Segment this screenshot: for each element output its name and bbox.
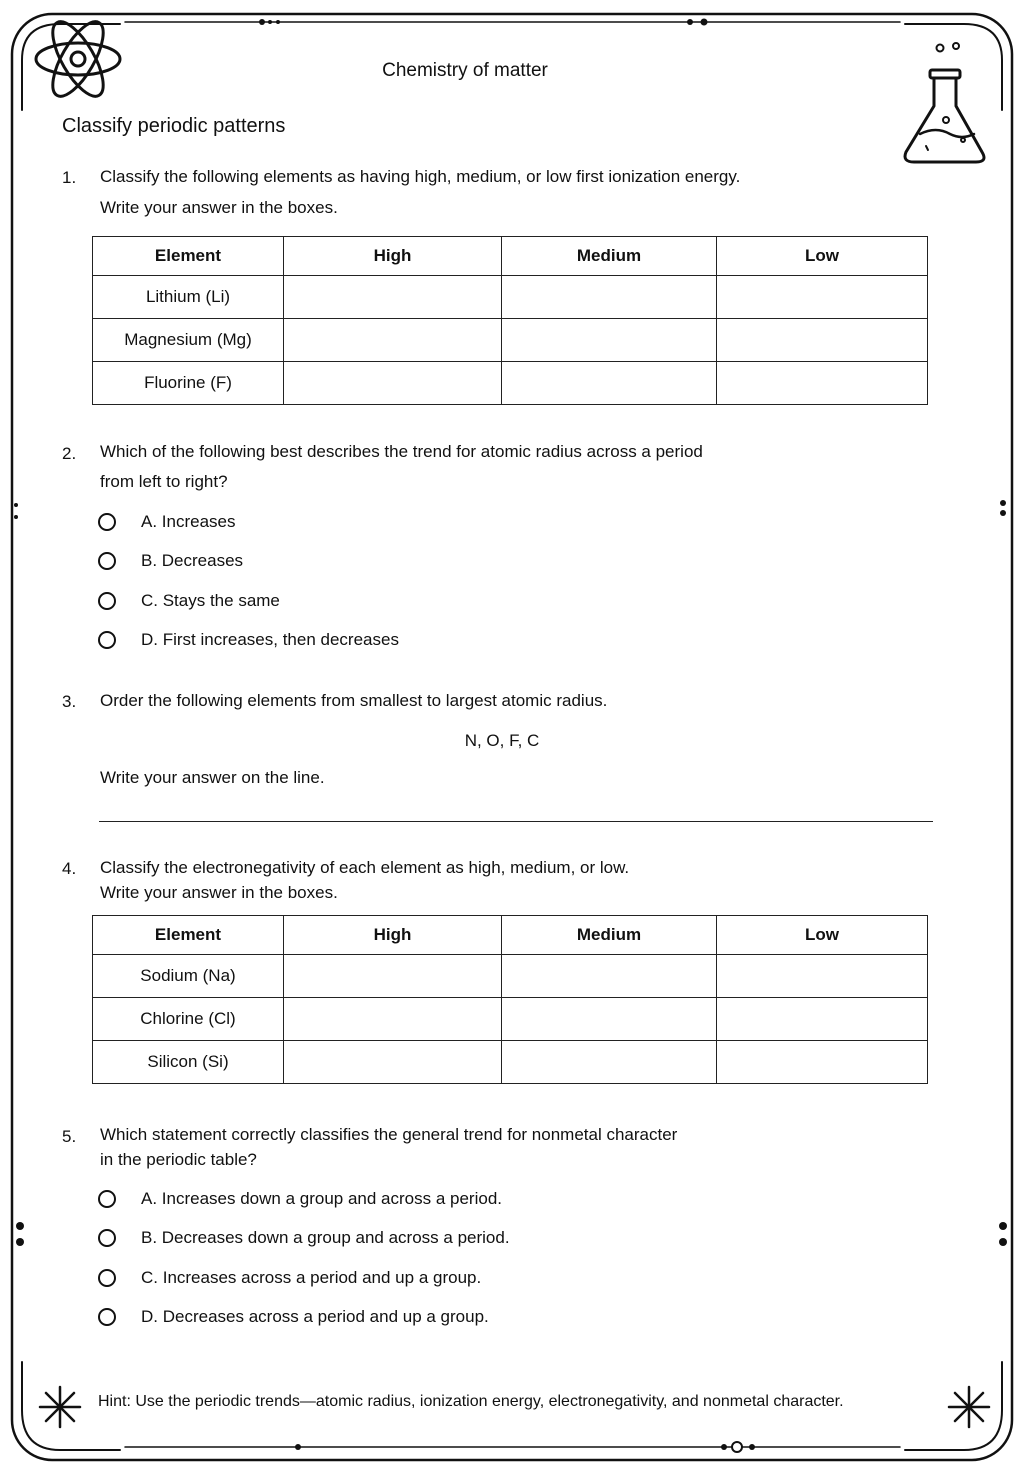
question-4-text: Classify the electronegativity of each element as high, medium, or low. <box>100 858 630 877</box>
subject-heading: Chemistry of matter <box>382 60 548 81</box>
answer-box-high[interactable] <box>284 998 502 1041</box>
question-5-option-b[interactable] <box>98 1226 510 1250</box>
atom-icon <box>32 12 124 106</box>
option-label: C. Increases across a period and up a group. <box>141 1268 482 1287</box>
answer-box-low[interactable] <box>717 955 928 998</box>
question-1-number: 1. <box>62 168 77 187</box>
question-2-text-cont: from left to right? <box>100 472 228 491</box>
option-label: A. Increases <box>141 512 236 531</box>
table-row <box>93 276 928 319</box>
radio-button[interactable] <box>98 631 116 649</box>
worksheet-title: Classify periodic patterns <box>62 115 286 137</box>
column-header-low: Low <box>717 237 928 276</box>
question-5-number: 5. <box>62 1127 77 1146</box>
question-2-option-b[interactable] <box>98 549 243 573</box>
option-label: D. First increases, then decreases <box>141 630 399 649</box>
option-label: D. Decreases across a period and up a group. <box>141 1307 489 1326</box>
question-1-text: Classify the following elements as having high, medium, or low first ionization energy. <box>100 167 741 186</box>
question-2-option-d[interactable] <box>98 628 399 652</box>
answer-box-high[interactable] <box>284 319 502 362</box>
option-label: A. Increases down a group and across a period. <box>141 1189 502 1208</box>
asterisk-icon <box>947 1385 991 1429</box>
column-header-medium: Medium <box>502 916 717 955</box>
answer-box-high[interactable] <box>284 276 502 319</box>
question-2-number: 2. <box>62 444 77 463</box>
element-cell: Lithium (Li) <box>93 276 284 319</box>
question-5-option-d[interactable] <box>98 1305 489 1329</box>
radio-button[interactable] <box>98 552 116 570</box>
question-4-number: 4. <box>62 859 77 878</box>
table-row <box>93 1041 928 1084</box>
column-header-low: Low <box>717 916 928 955</box>
table-header-row <box>93 916 928 955</box>
answer-box-low[interactable] <box>717 998 928 1041</box>
question-1-instruction: Write your answer in the boxes. <box>100 198 338 217</box>
answer-box-high[interactable] <box>284 955 502 998</box>
question-3-instruction: Write your answer on the line. <box>100 768 325 787</box>
element-cell: Silicon (Si) <box>93 1041 284 1084</box>
answer-box-medium[interactable] <box>502 362 717 405</box>
element-cell: Chlorine (Cl) <box>93 998 284 1041</box>
radio-button[interactable] <box>98 1190 116 1208</box>
radio-button[interactable] <box>98 1308 116 1326</box>
radio-button[interactable] <box>98 1229 116 1247</box>
table-row <box>93 362 928 405</box>
hint-text: Hint: Use the periodic trends—atomic radius, ionization energy, electronegativity, and nonmetal character. <box>98 1393 844 1410</box>
column-header-medium: Medium <box>502 237 717 276</box>
column-header-high: High <box>284 237 502 276</box>
asterisk-icon <box>38 1385 82 1429</box>
column-header-high: High <box>284 916 502 955</box>
answer-box-high[interactable] <box>284 362 502 405</box>
answer-box-medium[interactable] <box>502 1041 717 1084</box>
question-4-instruction: Write your answer in the boxes. <box>100 883 338 902</box>
answer-box-medium[interactable] <box>502 955 717 998</box>
question-5-text-cont: in the periodic table? <box>100 1150 257 1169</box>
column-header-element: Element <box>93 237 284 276</box>
column-header-element: Element <box>93 916 284 955</box>
radio-button[interactable] <box>98 592 116 610</box>
answer-box-medium[interactable] <box>502 319 717 362</box>
question-2-text: Which of the following best describes the trend for atomic radius across a period <box>100 442 703 461</box>
question-3-text: Order the following elements from smallest to largest atomic radius. <box>100 691 608 710</box>
option-label: B. Decreases <box>141 551 244 570</box>
option-label: C. Stays the same <box>141 591 280 610</box>
answer-line[interactable] <box>99 821 933 822</box>
question-5-text: Which statement correctly classifies the general trend for nonmetal character <box>100 1125 678 1144</box>
answer-box-low[interactable] <box>717 1041 928 1084</box>
element-cell: Sodium (Na) <box>93 955 284 998</box>
table-row <box>93 998 928 1041</box>
option-label: B. Decreases down a group and across a period. <box>141 1228 510 1247</box>
answer-box-low[interactable] <box>717 319 928 362</box>
answer-box-medium[interactable] <box>502 276 717 319</box>
table-row <box>93 319 928 362</box>
question-3-number: 3. <box>62 692 77 711</box>
electronegativity-table <box>92 915 928 1084</box>
ionization-energy-table <box>92 236 928 405</box>
question-2-option-c[interactable] <box>98 589 280 613</box>
radio-button[interactable] <box>98 513 116 531</box>
element-cell: Fluorine (F) <box>93 362 284 405</box>
answer-box-low[interactable] <box>717 362 928 405</box>
question-2-option-a[interactable] <box>98 510 236 534</box>
answer-box-high[interactable] <box>284 1041 502 1084</box>
answer-box-medium[interactable] <box>502 998 717 1041</box>
radio-button[interactable] <box>98 1269 116 1287</box>
answer-box-low[interactable] <box>717 276 928 319</box>
question-5-option-c[interactable] <box>98 1266 481 1290</box>
table-header-row <box>93 237 928 276</box>
question-5-option-a[interactable] <box>98 1187 502 1211</box>
element-cell: Magnesium (Mg) <box>93 319 284 362</box>
table-row <box>93 955 928 998</box>
element-list: N, O, F, C <box>464 731 540 750</box>
